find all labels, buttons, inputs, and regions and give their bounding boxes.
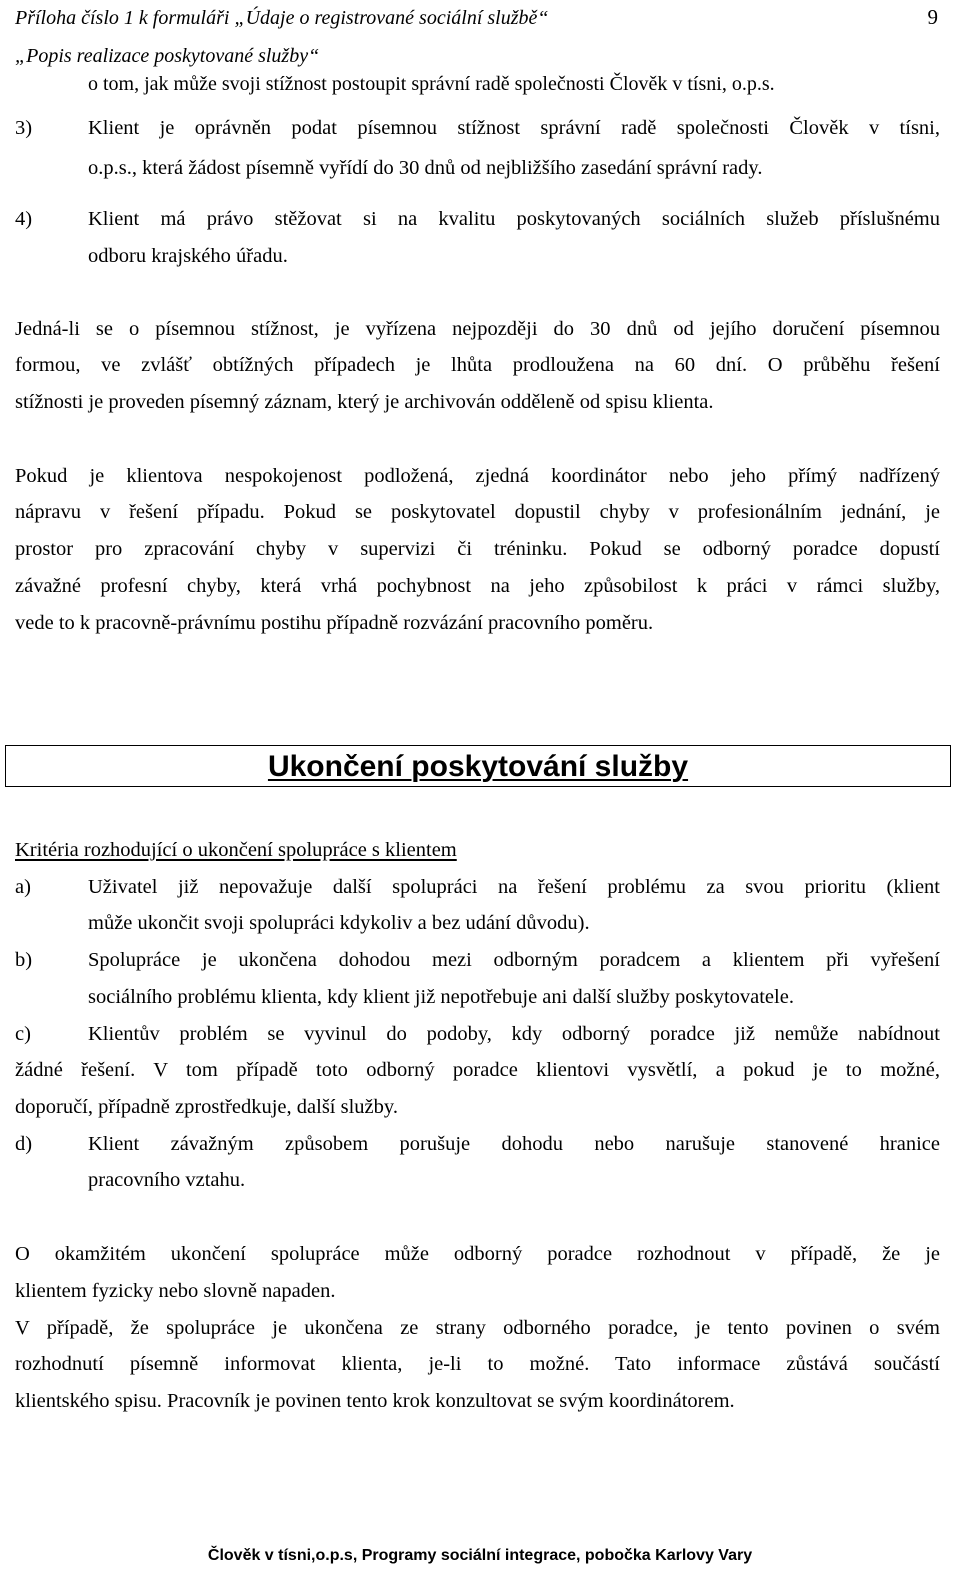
para3-line-2: klientem fyzicky nebo slovně napaden.	[15, 1280, 336, 1302]
item-3-line-1: Klient je oprávněn podat písemnou stížnost správní radě společnosti Člověk v tísni,	[88, 117, 940, 139]
para2-line-1: Pokud je klientova nespokojenost podložená, zjedná koordinátor nebo jeho přímý nadřízený	[15, 465, 940, 487]
criterion-b-line-1: Spolupráce je ukončena dohodou mezi odborným poradcem a klientem při vyřešení	[88, 949, 940, 971]
page-number: 9	[927, 5, 938, 29]
criterion-d-line-2: pracovního vztahu.	[88, 1169, 246, 1191]
criterion-d-line-1: Klient závažným způsobem porušuje dohodu nebo narušuje stanovené hranice	[88, 1133, 940, 1155]
para1-line-3: stížnosti je proveden písemný záznam, který je archivován odděleně od spisu klienta.	[15, 391, 714, 413]
criterion-c-line-2: žádné řešení. V tom případě toto odborný poradce klientovi vysvětlí, a pokud je to možné,	[15, 1059, 940, 1081]
para1-line-2: formou, ve zvlášť obtížných případech je lhůta prodloužena na 60 dní. O průběhu řešení	[15, 354, 940, 376]
para4-line-3: klientského spisu. Pracovník je povinen tento krok konzultovat se svým koordinátorem.	[15, 1390, 735, 1412]
para2-line-4: závažné profesní chyby, která vrhá pochybnost na jeho způsobilost k práci v rámci služby,	[15, 575, 940, 597]
item-3-label: 3)	[15, 117, 33, 139]
section-title: Ukončení poskytování služby	[267, 750, 689, 783]
header-line-2: „Popis realizace poskytované služby“	[15, 45, 320, 67]
criterion-d-label: d)	[15, 1133, 33, 1155]
criterion-c-line-1: Klientův problém se vyvinul do podoby, kdy odborný poradce již nemůže nabídnout	[88, 1023, 940, 1045]
para2-line-5: vede to k pracovně-právnímu postihu případně rozvázání pracovního poměru.	[15, 612, 654, 634]
criterion-a-label: a)	[15, 876, 31, 898]
criteria-heading: Kritéria rozhodující o ukončení spolupráce s klientem	[15, 839, 457, 861]
criterion-b-label: b)	[15, 949, 33, 971]
para3-line-1: O okamžitém ukončení spolupráce může odborný poradce rozhodnout v případě, že je	[15, 1243, 940, 1265]
item-3-line-2: o.p.s., která žádost písemně vyřídí do 30 dnů od nejbližšího zasedání správní rady.	[88, 157, 763, 179]
para4-line-2: rozhodnutí písemně informovat klienta, je-li to možné. Tato informace zůstává součástí	[15, 1353, 940, 1375]
para4-line-1: V případě, že spolupráce je ukončena ze strany odborného poradce, je tento povinen o svém	[15, 1317, 940, 1339]
criterion-c-line-3: doporučí, případně zprostředkuje, další služby.	[15, 1096, 398, 1118]
criterion-a-line-2: může ukončit svoji spolupráci kdykoliv a bez udání důvodu).	[88, 912, 590, 934]
criterion-b-line-2: sociálního problému klienta, kdy klient již nepotřebuje ani další služby poskytovatele.	[88, 986, 794, 1008]
header-line-1: Příloha číslo 1 k formuláři „Údaje o registrované sociální službě“	[15, 7, 549, 29]
criterion-c-label: c)	[15, 1023, 31, 1045]
section-title-box	[5, 745, 951, 787]
para2-line-3: prostor pro zpracování chyby v supervizi či tréninku. Pokud se odborný poradce dopustí	[15, 538, 940, 560]
item-4-line-2: odboru krajského úřadu.	[88, 245, 288, 267]
criterion-a-line-1: Uživatel již nepovažuje další spolupráci na řešení problému za svou prioritu (klient	[88, 876, 940, 898]
page-footer: Člověk v tísni,o.p.s, Programy sociální integrace, pobočka Karlovy Vary	[207, 1547, 753, 1564]
intro-line: o tom, jak může svoji stížnost postoupit správní radě společnosti Člověk v tísni, o.p.s.	[88, 73, 775, 95]
para1-line-1: Jedná-li se o písemnou stížnost, je vyřízena nejpozději do 30 dnů od jejího doručení písemnou	[15, 318, 940, 340]
item-4-label: 4)	[15, 208, 33, 230]
item-4-line-1: Klient má právo stěžovat si na kvalitu poskytovaných sociálních služeb příslušnému	[88, 208, 940, 230]
para2-line-2: nápravu v řešení případu. Pokud se poskytovatel dopustil chyby v profesionálním jednání, je	[15, 501, 940, 523]
